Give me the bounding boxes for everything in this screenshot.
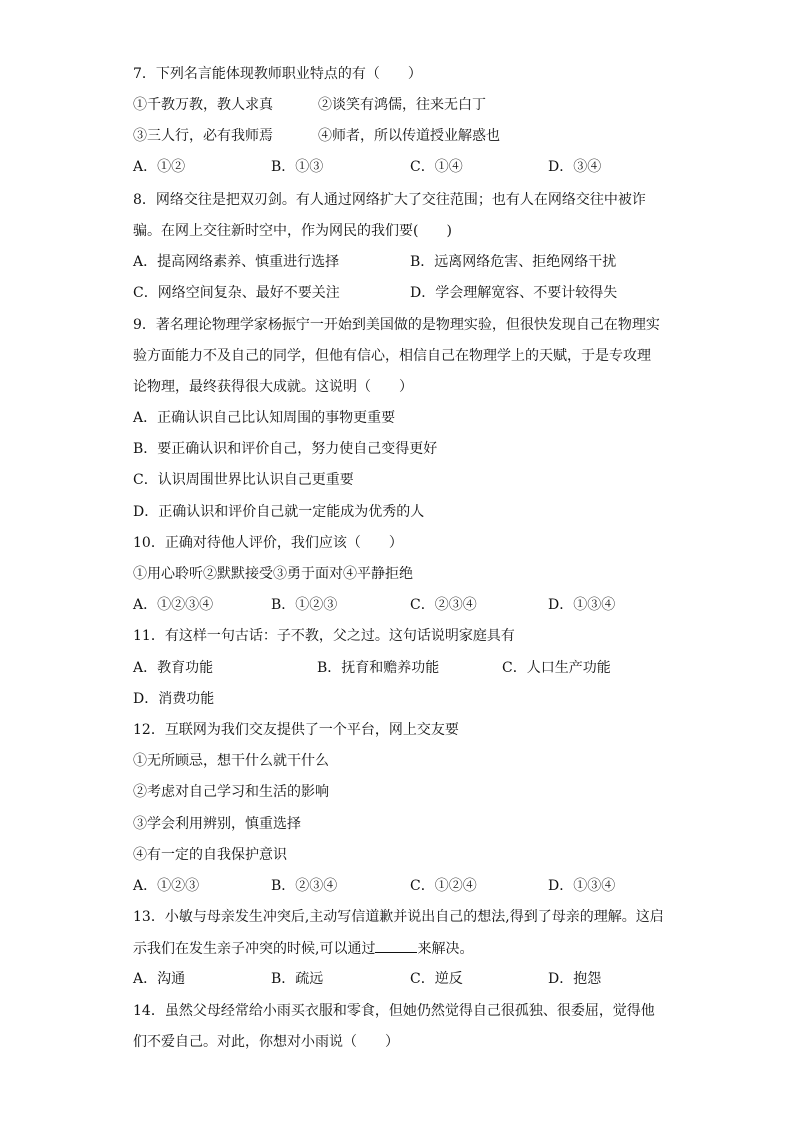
- q7-option-d: D．③④: [548, 159, 602, 175]
- q13-option-a: A．沟通: [133, 971, 186, 987]
- q12-item-2: ②考虑对自己学习和生活的影响: [133, 784, 329, 800]
- q10-option-c: C．②③④: [410, 597, 477, 613]
- q11-stem: 11．有这样一句古话：子不教，父之过。这句话说明家庭具有: [133, 628, 515, 644]
- q10-option-d: D．①③④: [548, 597, 616, 613]
- q9-stem-line-3: 论物理，最终获得很大成就。这说明（ ）: [133, 379, 413, 395]
- q10-stem: 10．正确对待他人评价，我们应该（ ）: [133, 535, 403, 551]
- q9-stem-line-1: 9．著名理论物理学家杨振宁一开始到美国做的是物理实验，但很快发现自己在物理实: [133, 317, 660, 333]
- q8-stem-line-1: 8．网络交往是把双刃剑。有人通过网络扩大了交往范围；也有人在网络交往中被诈: [133, 192, 646, 208]
- q9-option-c: C．认识周围世界比认识自己更重要: [133, 472, 354, 488]
- q9-stem-line-2: 验方面能力不及自己的同学，但他有信心，相信自己在物理学上的天赋，于是专攻理: [133, 348, 651, 364]
- q12-option-a: A．①②③: [133, 878, 200, 894]
- q7-stem: 7．下列名言能体现教师职业特点的有（ ）: [133, 66, 422, 82]
- q7-item-3: ③三人行，必有我师焉: [133, 128, 273, 144]
- q12-option-d: D．①③④: [548, 878, 616, 894]
- q10-option-b: B．①②③: [271, 597, 338, 613]
- q7-item-2: ②谈笑有鸿儒，往来无白丁: [318, 97, 486, 113]
- q8-stem-line-2: 骗。在网上交往新时空中，作为网民的我们要( ): [133, 223, 452, 239]
- q12-option-b: B．②③④: [271, 878, 338, 894]
- q11-option-c: C．人口生产功能: [502, 660, 611, 676]
- q13-stem-line-2: [133, 938, 473, 959]
- q8-option-d: D．学会理解宽容、不要计较得失: [410, 285, 618, 301]
- q14-stem-line-1: 14．虽然父母经常给小雨买衣服和零食，但她仍然觉得自己很孤独、很委屈，觉得他: [133, 1003, 655, 1019]
- q10-option-a: A．①②③④: [133, 597, 214, 613]
- q8-option-a: A．提高网络素养、慎重进行选择: [133, 254, 340, 270]
- q11-option-a: A．教育功能: [133, 660, 214, 676]
- answer-blank: [375, 938, 417, 953]
- q12-item-4: ④有一定的自我保护意识: [133, 847, 287, 863]
- q13-option-b: B．疏远: [271, 971, 324, 987]
- q12-item-3: ③学会利用辨别，慎重选择: [133, 816, 301, 832]
- q13-option-d: D．抱怨: [548, 971, 602, 987]
- q9-option-d: D．正确认识和评价自己就一定能成为优秀的人: [133, 504, 425, 520]
- q9-option-b: B．要正确认识和评价自己，努力使自己变得更好: [133, 441, 438, 457]
- q11-option-d: D．消费功能: [133, 691, 215, 707]
- q7-option-c: C．①④: [410, 159, 463, 175]
- q8-option-c: C．网络空间复杂、最好不要关注: [133, 285, 340, 301]
- q7-item-1: ①千教万教，教人求真: [133, 97, 273, 113]
- q9-option-a: A．正确认识自己比认知周围的事物更重要: [133, 410, 396, 426]
- q11-option-b: B．抚育和赡养功能: [317, 660, 440, 676]
- q7-item-4: ④师者，所以传道授业解惑也: [318, 128, 500, 144]
- q13-stem-before-blank: 示我们在发生亲子冲突的时候,可以通过: [133, 941, 376, 957]
- q12-item-1: ①无所顾忌，想干什么就干什么: [133, 753, 329, 769]
- q7-option-a: A．①②: [133, 159, 186, 175]
- q7-option-b: B．①③: [271, 159, 324, 175]
- q12-stem: 12．互联网为我们交友提供了一个平台，网上交友要: [133, 722, 459, 738]
- q14-stem-line-2: 们不爱自己。对此，你想对小雨说（ ）: [133, 1034, 399, 1050]
- q8-option-b: B．远离网络危害、拒绝网络干扰: [410, 254, 617, 270]
- q10-items: ①用心聆听②默默接受③勇于面对④平静拒绝: [133, 566, 413, 582]
- q13-stem-after-blank: 来解决。: [417, 941, 474, 957]
- q12-option-c: C．①②④: [410, 878, 477, 894]
- q13-option-c: C．逆反: [410, 971, 463, 987]
- q13-stem-line-1: 13．小敏与母亲发生冲突后,主动写信道歉并说出自己的想法,得到了母亲的理解。这启: [133, 909, 664, 925]
